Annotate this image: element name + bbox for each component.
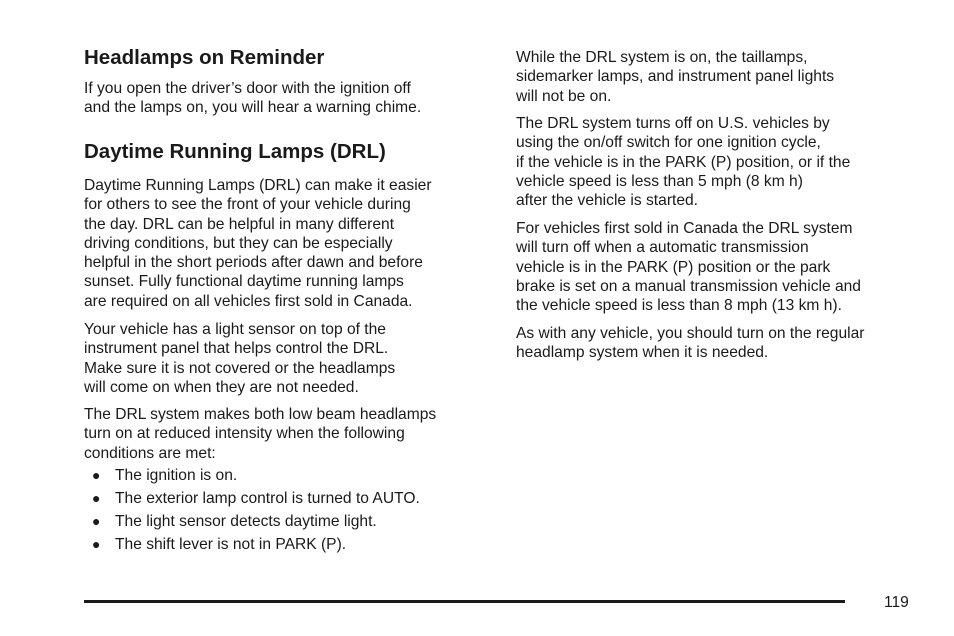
list-item: ● The exterior lamp control is turned to AUTO. [92,490,420,507]
bullet-icon: ● [92,467,101,483]
list-item: ● The light sensor detects daytime light. [92,513,377,530]
footer-rule [84,600,845,603]
bullet-icon: ● [92,513,101,529]
list-item: ● The shift lever is not in PARK (P). [92,536,347,553]
bullet-icon: ● [92,490,101,506]
paragraph-headlamps-reminder: If you open the driver’s door with the ignition off and the lamps on, you will hear a warning chime. [84,80,422,117]
paragraph-light-sensor: Your vehicle has a light sensor on top of the instrument panel that helps control the DRL. Make sure it is not covered or the headlamps will come on when they are not needed. [84,321,396,396]
heading-headlamps-reminder: Headlamps on Reminder [84,46,325,69]
list-item: ● The ignition is on. [92,467,238,484]
paragraph-drl-us-off: The DRL system turns off on U.S. vehicles by using the on/off switch for one ignition cycle, if the vehicle is in the PARK (P) position, or if the vehicle speed is less than 5 mph (8 km h) after the vehicle is started. [516,115,851,210]
bullet-icon: ● [92,536,101,552]
paragraph-drl-on-lights: While the DRL system is on, the taillamps, sidemarker lamps, and instrument panel lights will not be on. [516,49,835,105]
heading-drl: Daytime Running Lamps (DRL) [84,140,386,163]
page-number: 119 [884,594,909,611]
paragraph-drl-intro: Daytime Running Lamps (DRL) can make it easier for others to see the front of your vehicle during the day. DRL can be helpful in many different driving conditions, but they can be especially helpful in the short periods after dawn and before sunset. Fully functional daytime running lamps are required on all vehicles first sold in Canada. [84,177,432,310]
paragraph-drl-canada-off: For vehicles first sold in Canada the DRL system will turn off when a automatic transmission vehicle is in the PARK (P) position or the park brake is set on a manual transmission vehicle and the vehicle speed is less than 8 mph (13 km h). [516,220,861,315]
paragraph-regular-headlamps: As with any vehicle, you should turn on the regular headlamp system when it is needed. [516,325,865,362]
paragraph-drl-conditions: The DRL system makes both low beam headlamps turn on at reduced intensity when the following conditions are met: [84,406,437,462]
